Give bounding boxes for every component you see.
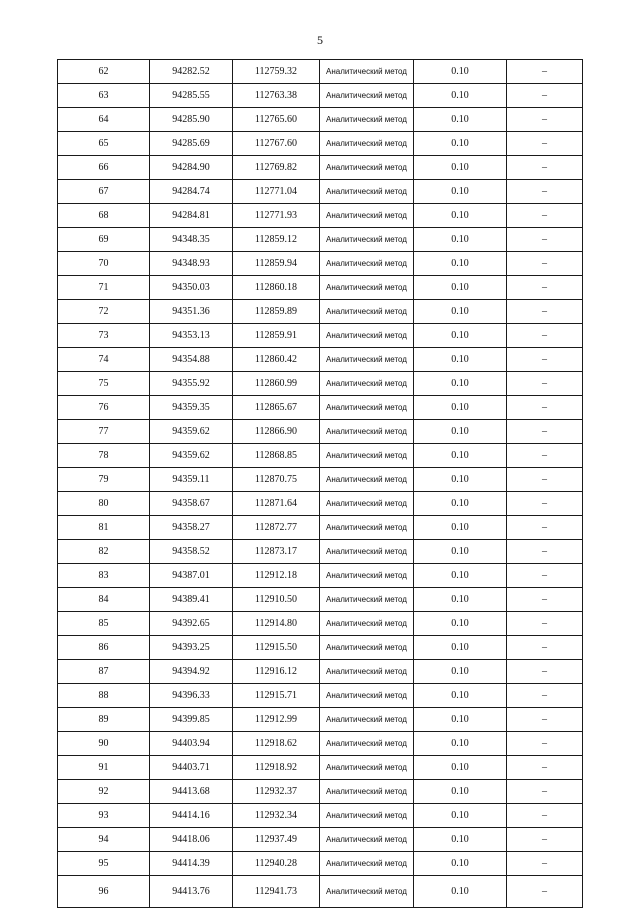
x-coordinate-cell: 94284.74 bbox=[150, 180, 233, 204]
x-coordinate-cell: 94387.01 bbox=[150, 564, 233, 588]
method-cell: Аналитический метод bbox=[320, 468, 414, 492]
accuracy-cell: 0.10 bbox=[414, 300, 507, 324]
accuracy-cell: 0.10 bbox=[414, 420, 507, 444]
y-coordinate-cell: 112759.32 bbox=[233, 60, 320, 84]
accuracy-cell: 0.10 bbox=[414, 852, 507, 876]
point-number-cell: 95 bbox=[58, 852, 150, 876]
x-coordinate-cell: 94403.71 bbox=[150, 756, 233, 780]
method-cell: Аналитический метод bbox=[320, 156, 414, 180]
x-coordinate-cell: 94418.06 bbox=[150, 828, 233, 852]
table-row bbox=[58, 492, 583, 516]
y-coordinate-cell: 112932.34 bbox=[233, 804, 320, 828]
accuracy-cell: 0.10 bbox=[414, 372, 507, 396]
point-number-cell: 74 bbox=[58, 348, 150, 372]
accuracy-cell: 0.10 bbox=[414, 492, 507, 516]
point-number-cell: 69 bbox=[58, 228, 150, 252]
accuracy-cell: 0.10 bbox=[414, 780, 507, 804]
point-number-cell: 80 bbox=[58, 492, 150, 516]
note-cell: – bbox=[507, 444, 583, 468]
table-row bbox=[58, 780, 583, 804]
accuracy-cell: 0.10 bbox=[414, 636, 507, 660]
y-coordinate-cell: 112859.94 bbox=[233, 252, 320, 276]
y-coordinate-cell: 112769.82 bbox=[233, 156, 320, 180]
method-cell: Аналитический метод bbox=[320, 636, 414, 660]
table-row bbox=[58, 660, 583, 684]
table-row bbox=[58, 468, 583, 492]
method-cell: Аналитический метод bbox=[320, 876, 414, 908]
method-cell: Аналитический метод bbox=[320, 660, 414, 684]
point-number-cell: 66 bbox=[58, 156, 150, 180]
y-coordinate-cell: 112916.12 bbox=[233, 660, 320, 684]
accuracy-cell: 0.10 bbox=[414, 564, 507, 588]
note-cell: – bbox=[507, 132, 583, 156]
point-number-cell: 85 bbox=[58, 612, 150, 636]
point-number-cell: 83 bbox=[58, 564, 150, 588]
method-cell: Аналитический метод bbox=[320, 588, 414, 612]
accuracy-cell: 0.10 bbox=[414, 276, 507, 300]
accuracy-cell: 0.10 bbox=[414, 756, 507, 780]
point-number-cell: 93 bbox=[58, 804, 150, 828]
point-number-cell: 72 bbox=[58, 300, 150, 324]
x-coordinate-cell: 94358.27 bbox=[150, 516, 233, 540]
accuracy-cell: 0.10 bbox=[414, 252, 507, 276]
x-coordinate-cell: 94394.92 bbox=[150, 660, 233, 684]
note-cell: – bbox=[507, 348, 583, 372]
note-cell: – bbox=[507, 420, 583, 444]
accuracy-cell: 0.10 bbox=[414, 684, 507, 708]
note-cell: – bbox=[507, 756, 583, 780]
y-coordinate-cell: 112918.62 bbox=[233, 732, 320, 756]
y-coordinate-cell: 112860.42 bbox=[233, 348, 320, 372]
method-cell: Аналитический метод bbox=[320, 564, 414, 588]
y-coordinate-cell: 112865.67 bbox=[233, 396, 320, 420]
method-cell: Аналитический метод bbox=[320, 756, 414, 780]
method-cell: Аналитический метод bbox=[320, 420, 414, 444]
note-cell: – bbox=[507, 156, 583, 180]
point-number-cell: 87 bbox=[58, 660, 150, 684]
x-coordinate-cell: 94353.13 bbox=[150, 324, 233, 348]
x-coordinate-cell: 94393.25 bbox=[150, 636, 233, 660]
note-cell: – bbox=[507, 60, 583, 84]
x-coordinate-cell: 94284.90 bbox=[150, 156, 233, 180]
table-row bbox=[58, 372, 583, 396]
coordinates-table-body bbox=[58, 60, 583, 908]
y-coordinate-cell: 112871.64 bbox=[233, 492, 320, 516]
note-cell: – bbox=[507, 636, 583, 660]
note-cell: – bbox=[507, 180, 583, 204]
method-cell: Аналитический метод bbox=[320, 540, 414, 564]
point-number-cell: 62 bbox=[58, 60, 150, 84]
method-cell: Аналитический метод bbox=[320, 492, 414, 516]
method-cell: Аналитический метод bbox=[320, 132, 414, 156]
accuracy-cell: 0.10 bbox=[414, 708, 507, 732]
method-cell: Аналитический метод bbox=[320, 828, 414, 852]
table-row bbox=[58, 252, 583, 276]
accuracy-cell: 0.10 bbox=[414, 540, 507, 564]
note-cell: – bbox=[507, 852, 583, 876]
y-coordinate-cell: 112860.18 bbox=[233, 276, 320, 300]
table-row bbox=[58, 180, 583, 204]
table-row bbox=[58, 132, 583, 156]
table-row bbox=[58, 420, 583, 444]
x-coordinate-cell: 94282.52 bbox=[150, 60, 233, 84]
method-cell: Аналитический метод bbox=[320, 612, 414, 636]
y-coordinate-cell: 112859.91 bbox=[233, 324, 320, 348]
note-cell: – bbox=[507, 684, 583, 708]
x-coordinate-cell: 94358.52 bbox=[150, 540, 233, 564]
y-coordinate-cell: 112940.28 bbox=[233, 852, 320, 876]
x-coordinate-cell: 94359.35 bbox=[150, 396, 233, 420]
table-row bbox=[58, 612, 583, 636]
accuracy-cell: 0.10 bbox=[414, 732, 507, 756]
x-coordinate-cell: 94355.92 bbox=[150, 372, 233, 396]
x-coordinate-cell: 94414.39 bbox=[150, 852, 233, 876]
note-cell: – bbox=[507, 276, 583, 300]
accuracy-cell: 0.10 bbox=[414, 204, 507, 228]
page-number: 5 bbox=[317, 33, 323, 47]
method-cell: Аналитический метод bbox=[320, 732, 414, 756]
note-cell: – bbox=[507, 492, 583, 516]
accuracy-cell: 0.10 bbox=[414, 84, 507, 108]
table-row bbox=[58, 276, 583, 300]
table-row bbox=[58, 348, 583, 372]
method-cell: Аналитический метод bbox=[320, 324, 414, 348]
x-coordinate-cell: 94403.94 bbox=[150, 732, 233, 756]
table-row bbox=[58, 684, 583, 708]
point-number-cell: 77 bbox=[58, 420, 150, 444]
note-cell: – bbox=[507, 324, 583, 348]
point-number-cell: 65 bbox=[58, 132, 150, 156]
method-cell: Аналитический метод bbox=[320, 204, 414, 228]
accuracy-cell: 0.10 bbox=[414, 348, 507, 372]
y-coordinate-cell: 112767.60 bbox=[233, 132, 320, 156]
point-number-cell: 79 bbox=[58, 468, 150, 492]
accuracy-cell: 0.10 bbox=[414, 660, 507, 684]
point-number-cell: 86 bbox=[58, 636, 150, 660]
y-coordinate-cell: 112771.93 bbox=[233, 204, 320, 228]
point-number-cell: 70 bbox=[58, 252, 150, 276]
note-cell: – bbox=[507, 516, 583, 540]
coordinates-table bbox=[57, 59, 583, 908]
table-row bbox=[58, 60, 583, 84]
point-number-cell: 90 bbox=[58, 732, 150, 756]
accuracy-cell: 0.10 bbox=[414, 588, 507, 612]
table-row bbox=[58, 324, 583, 348]
point-number-cell: 78 bbox=[58, 444, 150, 468]
y-coordinate-cell: 112912.18 bbox=[233, 564, 320, 588]
x-coordinate-cell: 94348.93 bbox=[150, 252, 233, 276]
x-coordinate-cell: 94285.55 bbox=[150, 84, 233, 108]
point-number-cell: 68 bbox=[58, 204, 150, 228]
y-coordinate-cell: 112937.49 bbox=[233, 828, 320, 852]
point-number-cell: 91 bbox=[58, 756, 150, 780]
table-row bbox=[58, 540, 583, 564]
note-cell: – bbox=[507, 108, 583, 132]
accuracy-cell: 0.10 bbox=[414, 516, 507, 540]
accuracy-cell: 0.10 bbox=[414, 132, 507, 156]
point-number-cell: 71 bbox=[58, 276, 150, 300]
method-cell: Аналитический метод bbox=[320, 804, 414, 828]
point-number-cell: 82 bbox=[58, 540, 150, 564]
y-coordinate-cell: 112860.99 bbox=[233, 372, 320, 396]
note-cell: – bbox=[507, 84, 583, 108]
table-row bbox=[58, 228, 583, 252]
note-cell: – bbox=[507, 732, 583, 756]
accuracy-cell: 0.10 bbox=[414, 156, 507, 180]
method-cell: Аналитический метод bbox=[320, 444, 414, 468]
method-cell: Аналитический метод bbox=[320, 252, 414, 276]
method-cell: Аналитический метод bbox=[320, 348, 414, 372]
accuracy-cell: 0.10 bbox=[414, 396, 507, 420]
point-number-cell: 92 bbox=[58, 780, 150, 804]
x-coordinate-cell: 94392.65 bbox=[150, 612, 233, 636]
point-number-cell: 81 bbox=[58, 516, 150, 540]
table-row bbox=[58, 396, 583, 420]
note-cell: – bbox=[507, 372, 583, 396]
note-cell: – bbox=[507, 708, 583, 732]
accuracy-cell: 0.10 bbox=[414, 108, 507, 132]
y-coordinate-cell: 112932.37 bbox=[233, 780, 320, 804]
y-coordinate-cell: 112870.75 bbox=[233, 468, 320, 492]
x-coordinate-cell: 94285.90 bbox=[150, 108, 233, 132]
table-row bbox=[58, 108, 583, 132]
point-number-cell: 88 bbox=[58, 684, 150, 708]
accuracy-cell: 0.10 bbox=[414, 180, 507, 204]
y-coordinate-cell: 112872.77 bbox=[233, 516, 320, 540]
method-cell: Аналитический метод bbox=[320, 276, 414, 300]
method-cell: Аналитический метод bbox=[320, 684, 414, 708]
x-coordinate-cell: 94414.16 bbox=[150, 804, 233, 828]
x-coordinate-cell: 94284.81 bbox=[150, 204, 233, 228]
x-coordinate-cell: 94348.35 bbox=[150, 228, 233, 252]
y-coordinate-cell: 112918.92 bbox=[233, 756, 320, 780]
y-coordinate-cell: 112915.71 bbox=[233, 684, 320, 708]
point-number-cell: 75 bbox=[58, 372, 150, 396]
note-cell: – bbox=[507, 828, 583, 852]
y-coordinate-cell: 112859.89 bbox=[233, 300, 320, 324]
y-coordinate-cell: 112868.85 bbox=[233, 444, 320, 468]
note-cell: – bbox=[507, 804, 583, 828]
note-cell: – bbox=[507, 300, 583, 324]
table-row bbox=[58, 300, 583, 324]
accuracy-cell: 0.10 bbox=[414, 612, 507, 636]
note-cell: – bbox=[507, 660, 583, 684]
note-cell: – bbox=[507, 252, 583, 276]
x-coordinate-cell: 94358.67 bbox=[150, 492, 233, 516]
x-coordinate-cell: 94285.69 bbox=[150, 132, 233, 156]
method-cell: Аналитический метод bbox=[320, 852, 414, 876]
method-cell: Аналитический метод bbox=[320, 84, 414, 108]
point-number-cell: 76 bbox=[58, 396, 150, 420]
y-coordinate-cell: 112914.80 bbox=[233, 612, 320, 636]
y-coordinate-cell: 112859.12 bbox=[233, 228, 320, 252]
table-row bbox=[58, 564, 583, 588]
x-coordinate-cell: 94351.36 bbox=[150, 300, 233, 324]
point-number-cell: 89 bbox=[58, 708, 150, 732]
y-coordinate-cell: 112765.60 bbox=[233, 108, 320, 132]
note-cell: – bbox=[507, 468, 583, 492]
note-cell: – bbox=[507, 228, 583, 252]
table-row bbox=[58, 588, 583, 612]
accuracy-cell: 0.10 bbox=[414, 228, 507, 252]
table-row bbox=[58, 444, 583, 468]
y-coordinate-cell: 112763.38 bbox=[233, 84, 320, 108]
x-coordinate-cell: 94354.88 bbox=[150, 348, 233, 372]
method-cell: Аналитический метод bbox=[320, 396, 414, 420]
y-coordinate-cell: 112912.99 bbox=[233, 708, 320, 732]
x-coordinate-cell: 94359.11 bbox=[150, 468, 233, 492]
y-coordinate-cell: 112866.90 bbox=[233, 420, 320, 444]
accuracy-cell: 0.10 bbox=[414, 828, 507, 852]
x-coordinate-cell: 94413.76 bbox=[150, 876, 233, 908]
method-cell: Аналитический метод bbox=[320, 228, 414, 252]
note-cell: – bbox=[507, 564, 583, 588]
note-cell: – bbox=[507, 876, 583, 908]
table-row bbox=[58, 732, 583, 756]
method-cell: Аналитический метод bbox=[320, 108, 414, 132]
method-cell: Аналитический метод bbox=[320, 780, 414, 804]
x-coordinate-cell: 94359.62 bbox=[150, 444, 233, 468]
note-cell: – bbox=[507, 588, 583, 612]
note-cell: – bbox=[507, 204, 583, 228]
x-coordinate-cell: 94413.68 bbox=[150, 780, 233, 804]
method-cell: Аналитический метод bbox=[320, 372, 414, 396]
table-row bbox=[58, 804, 583, 828]
x-coordinate-cell: 94399.85 bbox=[150, 708, 233, 732]
table-row bbox=[58, 708, 583, 732]
x-coordinate-cell: 94389.41 bbox=[150, 588, 233, 612]
accuracy-cell: 0.10 bbox=[414, 60, 507, 84]
table-row bbox=[58, 876, 583, 908]
point-number-cell: 64 bbox=[58, 108, 150, 132]
y-coordinate-cell: 112915.50 bbox=[233, 636, 320, 660]
y-coordinate-cell: 112873.17 bbox=[233, 540, 320, 564]
table-row bbox=[58, 156, 583, 180]
table-row bbox=[58, 756, 583, 780]
y-coordinate-cell: 112910.50 bbox=[233, 588, 320, 612]
point-number-cell: 84 bbox=[58, 588, 150, 612]
table-row bbox=[58, 636, 583, 660]
point-number-cell: 96 bbox=[58, 876, 150, 908]
accuracy-cell: 0.10 bbox=[414, 444, 507, 468]
accuracy-cell: 0.10 bbox=[414, 804, 507, 828]
accuracy-cell: 0.10 bbox=[414, 876, 507, 908]
table-row bbox=[58, 828, 583, 852]
x-coordinate-cell: 94350.03 bbox=[150, 276, 233, 300]
table-row bbox=[58, 516, 583, 540]
point-number-cell: 63 bbox=[58, 84, 150, 108]
accuracy-cell: 0.10 bbox=[414, 468, 507, 492]
point-number-cell: 73 bbox=[58, 324, 150, 348]
x-coordinate-cell: 94359.62 bbox=[150, 420, 233, 444]
y-coordinate-cell: 112941.73 bbox=[233, 876, 320, 908]
table-row bbox=[58, 204, 583, 228]
note-cell: – bbox=[507, 396, 583, 420]
method-cell: Аналитический метод bbox=[320, 300, 414, 324]
method-cell: Аналитический метод bbox=[320, 708, 414, 732]
x-coordinate-cell: 94396.33 bbox=[150, 684, 233, 708]
y-coordinate-cell: 112771.04 bbox=[233, 180, 320, 204]
accuracy-cell: 0.10 bbox=[414, 324, 507, 348]
point-number-cell: 94 bbox=[58, 828, 150, 852]
note-cell: – bbox=[507, 612, 583, 636]
method-cell: Аналитический метод bbox=[320, 180, 414, 204]
note-cell: – bbox=[507, 780, 583, 804]
point-number-cell: 67 bbox=[58, 180, 150, 204]
note-cell: – bbox=[507, 540, 583, 564]
table-row bbox=[58, 84, 583, 108]
method-cell: Аналитический метод bbox=[320, 516, 414, 540]
table-row bbox=[58, 852, 583, 876]
method-cell: Аналитический метод bbox=[320, 60, 414, 84]
